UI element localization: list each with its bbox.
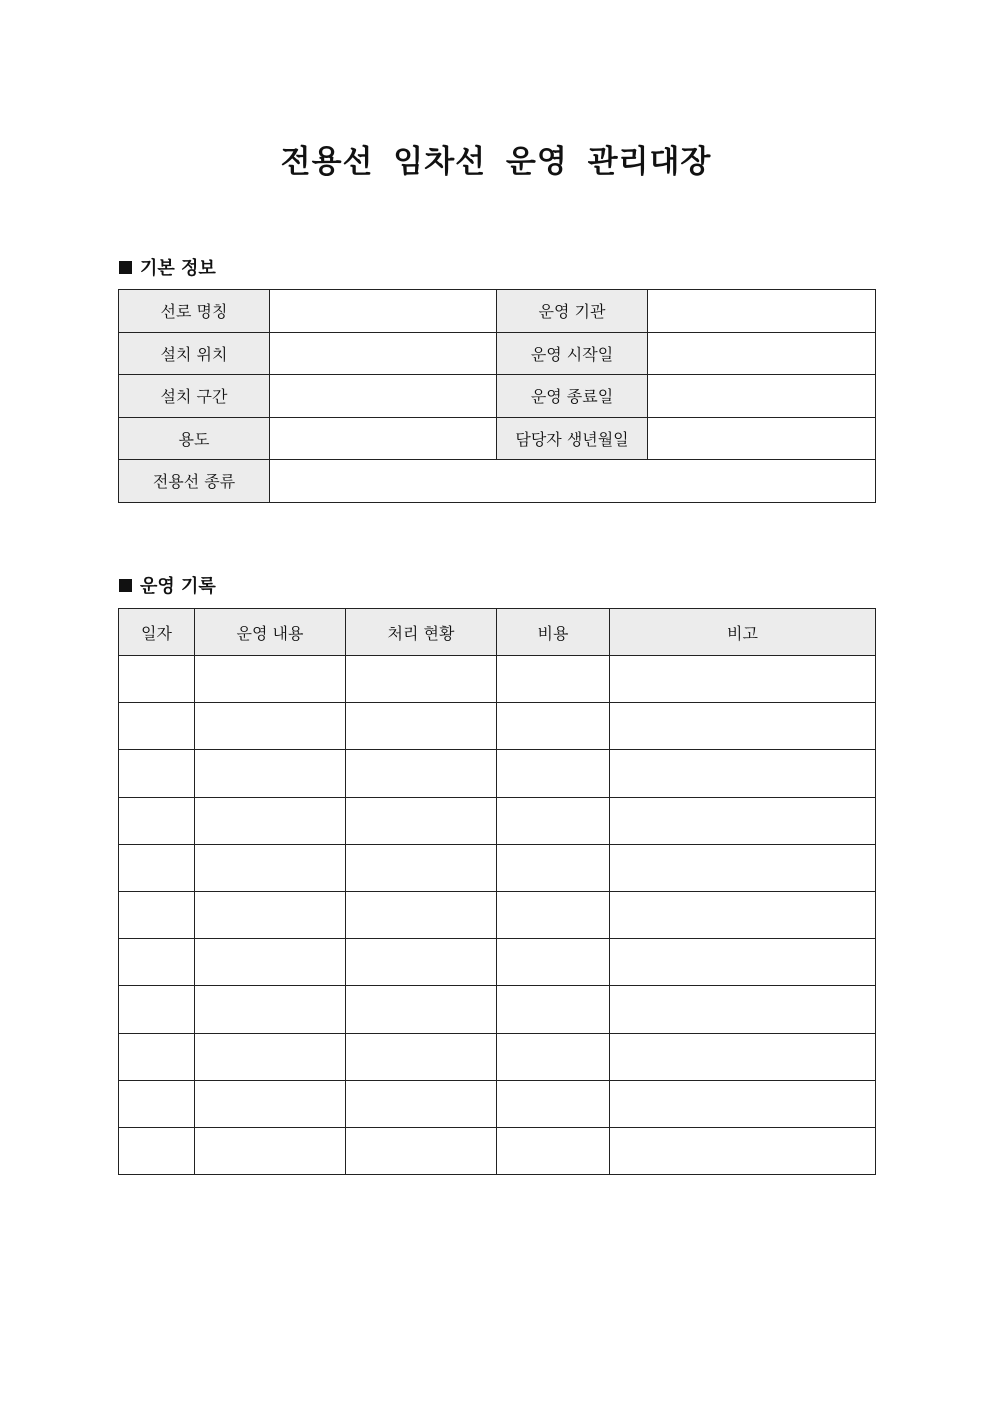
content-cell[interactable] xyxy=(195,797,346,844)
status-cell[interactable] xyxy=(346,797,497,844)
content-cell[interactable] xyxy=(195,1127,346,1174)
manager-birth-field[interactable] xyxy=(648,417,876,460)
column-header-cost: 비용 xyxy=(497,609,610,656)
table-row xyxy=(119,986,876,1033)
status-cell[interactable] xyxy=(346,939,497,986)
page-title: 전용선 임차선 운영 관리대장 xyxy=(280,144,712,180)
section-heading-label: 운영 기록 xyxy=(140,576,216,597)
date-cell[interactable] xyxy=(119,656,195,703)
remarks-cell[interactable] xyxy=(610,844,876,891)
install-location-label: 설치 위치 xyxy=(119,332,270,375)
table-row xyxy=(119,939,876,986)
operation-log-table xyxy=(118,608,876,1175)
content-cell[interactable] xyxy=(195,750,346,797)
table-header-row xyxy=(119,609,876,656)
column-header-date: 일자 xyxy=(119,609,195,656)
table-row xyxy=(119,891,876,938)
table-row xyxy=(119,375,876,418)
operation-log-body xyxy=(119,656,876,1175)
date-cell[interactable] xyxy=(119,703,195,750)
basic-info-table xyxy=(118,289,876,503)
cost-cell[interactable] xyxy=(497,797,610,844)
content-cell[interactable] xyxy=(195,986,346,1033)
status-cell[interactable] xyxy=(346,891,497,938)
cost-cell[interactable] xyxy=(497,891,610,938)
date-cell[interactable] xyxy=(119,891,195,938)
status-cell[interactable] xyxy=(346,844,497,891)
status-cell[interactable] xyxy=(346,986,497,1033)
content-cell[interactable] xyxy=(195,703,346,750)
remarks-cell[interactable] xyxy=(610,703,876,750)
date-cell[interactable] xyxy=(119,1127,195,1174)
table-row xyxy=(119,332,876,375)
table-row xyxy=(119,797,876,844)
manager-birth-label: 담당자 생년월일 xyxy=(497,417,648,460)
remarks-cell[interactable] xyxy=(610,656,876,703)
install-location-field[interactable] xyxy=(270,332,497,375)
cost-cell[interactable] xyxy=(497,986,610,1033)
table-row xyxy=(119,1080,876,1127)
section-heading-operation-log xyxy=(119,572,216,598)
remarks-cell[interactable] xyxy=(610,1033,876,1080)
status-cell[interactable] xyxy=(346,656,497,703)
table-row xyxy=(119,656,876,703)
start-date-label: 운영 시작일 xyxy=(497,332,648,375)
cost-cell[interactable] xyxy=(497,939,610,986)
cost-cell[interactable] xyxy=(497,703,610,750)
column-header-content: 운영 내용 xyxy=(195,609,346,656)
line-name-field[interactable] xyxy=(270,290,497,333)
cost-cell[interactable] xyxy=(497,656,610,703)
status-cell[interactable] xyxy=(346,750,497,797)
remarks-cell[interactable] xyxy=(610,986,876,1033)
date-cell[interactable] xyxy=(119,1033,195,1080)
end-date-field[interactable] xyxy=(648,375,876,418)
line-type-label: 전용선 종류 xyxy=(119,460,270,503)
install-section-field[interactable] xyxy=(270,375,497,418)
start-date-field[interactable] xyxy=(648,332,876,375)
cost-cell[interactable] xyxy=(497,750,610,797)
purpose-field[interactable] xyxy=(270,417,497,460)
status-cell[interactable] xyxy=(346,1033,497,1080)
date-cell[interactable] xyxy=(119,797,195,844)
cost-cell[interactable] xyxy=(497,1033,610,1080)
date-cell[interactable] xyxy=(119,844,195,891)
content-cell[interactable] xyxy=(195,1080,346,1127)
line-type-field[interactable] xyxy=(270,460,876,503)
square-bullet-icon xyxy=(119,261,132,274)
content-cell[interactable] xyxy=(195,1033,346,1080)
column-header-status: 처리 현황 xyxy=(346,609,497,656)
date-cell[interactable] xyxy=(119,1080,195,1127)
remarks-cell[interactable] xyxy=(610,891,876,938)
date-cell[interactable] xyxy=(119,939,195,986)
status-cell[interactable] xyxy=(346,703,497,750)
remarks-cell[interactable] xyxy=(610,1127,876,1174)
square-bullet-icon xyxy=(119,579,132,592)
remarks-cell[interactable] xyxy=(610,797,876,844)
table-row xyxy=(119,417,876,460)
table-row xyxy=(119,750,876,797)
content-cell[interactable] xyxy=(195,939,346,986)
table-row xyxy=(119,703,876,750)
table-row xyxy=(119,844,876,891)
remarks-cell[interactable] xyxy=(610,1080,876,1127)
cost-cell[interactable] xyxy=(497,1127,610,1174)
cost-cell[interactable] xyxy=(497,844,610,891)
content-cell[interactable] xyxy=(195,844,346,891)
table-row xyxy=(119,1127,876,1174)
remarks-cell[interactable] xyxy=(610,750,876,797)
remarks-cell[interactable] xyxy=(610,939,876,986)
table-row xyxy=(119,460,876,503)
section-heading-basic-info xyxy=(119,254,216,280)
date-cell[interactable] xyxy=(119,986,195,1033)
operator-field[interactable] xyxy=(648,290,876,333)
column-header-remarks: 비고 xyxy=(610,609,876,656)
install-section-label: 설치 구간 xyxy=(119,375,270,418)
table-row xyxy=(119,290,876,333)
status-cell[interactable] xyxy=(346,1127,497,1174)
line-name-label: 선로 명칭 xyxy=(119,290,270,333)
table-row xyxy=(119,1033,876,1080)
content-cell[interactable] xyxy=(195,656,346,703)
operator-label: 운영 기관 xyxy=(497,290,648,333)
status-cell[interactable] xyxy=(346,1080,497,1127)
purpose-label: 용도 xyxy=(119,417,270,460)
cost-cell[interactable] xyxy=(497,1080,610,1127)
date-cell[interactable] xyxy=(119,750,195,797)
content-cell[interactable] xyxy=(195,891,346,938)
section-heading-label: 기본 정보 xyxy=(140,258,216,279)
end-date-label: 운영 종료일 xyxy=(497,375,648,418)
